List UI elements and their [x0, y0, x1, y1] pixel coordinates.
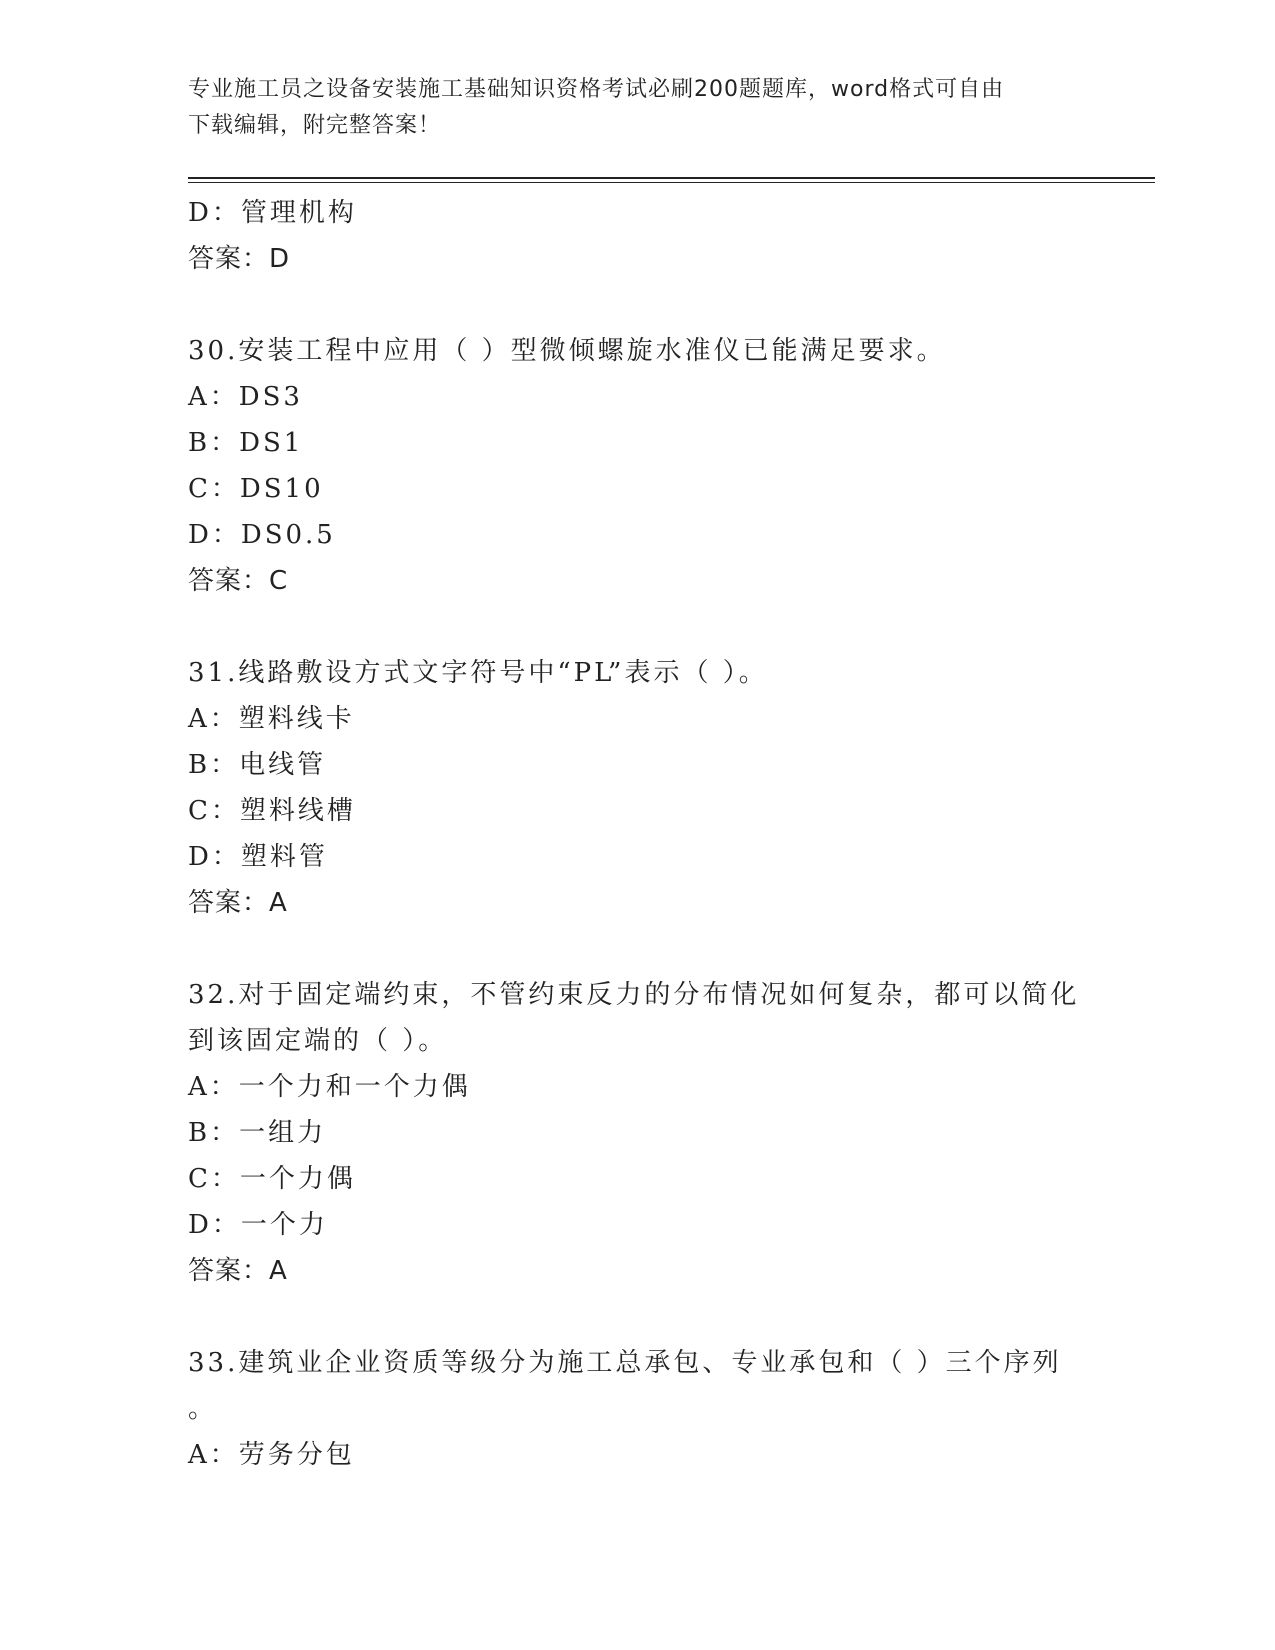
question-list	[188, 190, 1088, 1478]
answer: 答案：D	[188, 244, 291, 274]
question-stem-line-2: 到该固定端的（ ）。	[188, 1026, 448, 1056]
answer: 答案：A	[188, 888, 288, 918]
option-b: B：一组力	[188, 1118, 327, 1148]
option-d: D：DS0.5	[188, 520, 336, 550]
option-a: A：一个力和一个力偶	[188, 1072, 471, 1102]
question-30	[188, 328, 1088, 604]
question-stem: 31.线路敷设方式文字符号中“PL”表示（ ）。	[188, 658, 768, 688]
question-stem-line-2: 。	[188, 1394, 218, 1424]
header-title-line-1: 专业施工员之设备安装施工基础知识资格考试必刷200题题库，word格式可自由	[188, 77, 1005, 102]
option-b: B：DS1	[188, 428, 304, 458]
option-d: D：管理机构	[188, 198, 357, 228]
option-b: B：电线管	[188, 750, 327, 780]
answer: 答案：C	[188, 566, 289, 596]
question-31	[188, 650, 1088, 926]
option-d: D：塑料管	[188, 842, 328, 872]
option-c: C：一个力偶	[188, 1164, 356, 1194]
question-stem-line-1: 32.对于固定端约束，不管约束反力的分布情况如何复杂，都可以简化	[188, 980, 1080, 1010]
question-33	[188, 1340, 1088, 1478]
option-d: D：一个力	[188, 1210, 328, 1240]
option-a: A：劳务分包	[188, 1440, 355, 1470]
option-c: C：塑料线槽	[188, 796, 356, 826]
answer: 答案：A	[188, 1256, 288, 1286]
question-stem: 30.安装工程中应用（ ）型微倾螺旋水准仪已能满足要求。	[188, 336, 946, 366]
question-29-tail	[188, 190, 1088, 282]
question-stem-line-1: 33.建筑业企业资质等级分为施工总承包、专业承包和（ ）三个序列	[188, 1348, 1062, 1378]
question-32	[188, 972, 1088, 1294]
header-title-line-2: 下载编辑，附完整答案！	[188, 113, 442, 138]
option-a: A：塑料线卡	[188, 704, 355, 734]
option-a: A：DS3	[188, 382, 303, 412]
header-divider	[188, 177, 1155, 183]
option-c: C：DS10	[188, 474, 324, 504]
document-header	[188, 72, 1088, 144]
